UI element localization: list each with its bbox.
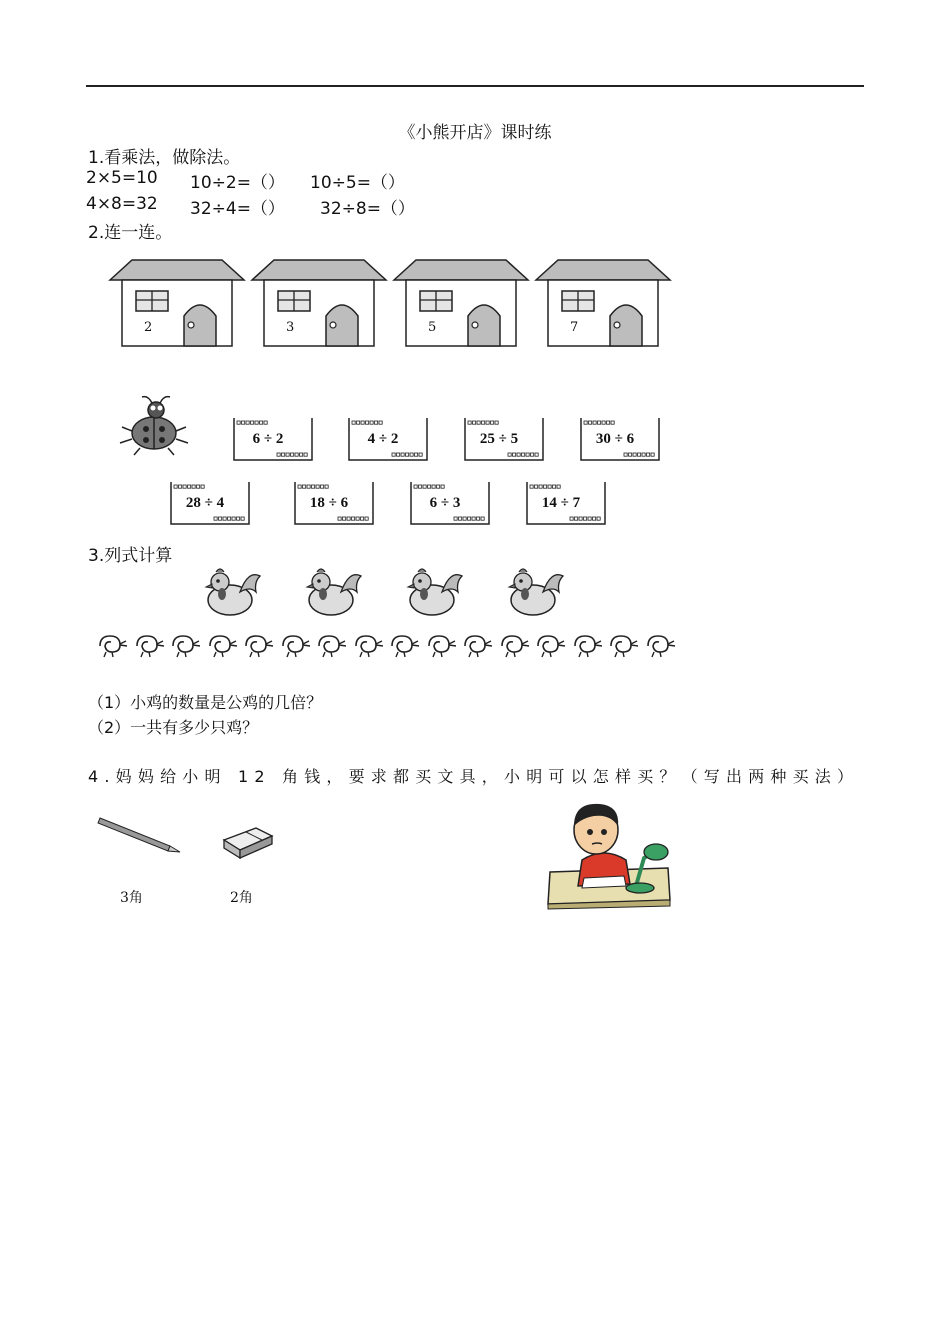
chick-icon: [425, 632, 459, 658]
division-label: 14 ÷ 7: [541, 495, 581, 511]
q3-sub2: （2）一共有多少只鸡？: [88, 718, 259, 737]
house-icon: [250, 258, 390, 353]
pencil-icon: [96, 812, 182, 856]
chick-icon: [315, 632, 349, 658]
chick-icon: [607, 632, 641, 658]
house-number: 5: [428, 320, 437, 335]
chick-icon: [279, 632, 313, 658]
q3-sub1: （1）小鸡的数量是公鸡的几倍？: [88, 693, 323, 712]
chick-icon: [461, 632, 495, 658]
chick-icon: [242, 632, 276, 658]
chick-icon: [571, 632, 605, 658]
division-label: 6 ÷ 2: [252, 431, 284, 447]
q1-r1-c1: 2×5=10: [86, 168, 158, 188]
house: [108, 258, 248, 353]
division-card: [233, 418, 313, 462]
house: [534, 258, 674, 353]
division-card: [410, 482, 490, 526]
chick-icon: [133, 632, 167, 658]
house-number: 3: [286, 320, 295, 335]
pencil-price: 3角: [120, 890, 143, 906]
house: [392, 258, 532, 353]
q1-r2-c3: 32÷8=（）: [320, 199, 415, 219]
eraser-icon: [218, 820, 278, 864]
division-card: [170, 482, 250, 526]
division-card: [526, 482, 606, 526]
hen-icon: [507, 566, 567, 618]
chick-icon: [644, 632, 678, 658]
division-label: 25 ÷ 5: [479, 431, 519, 447]
q1-r1-c2: 10÷2=（）: [190, 173, 285, 193]
q4-heading: 4.妈妈给小明 12 角钱，要求都买文具，小明可以怎样买？（写出两种买法）: [88, 767, 860, 786]
division-label: 4 ÷ 2: [367, 431, 399, 447]
page-title: 《小熊开店》课时练: [398, 123, 552, 143]
house: [250, 258, 390, 353]
division-label: 30 ÷ 6: [595, 431, 635, 447]
chick-icon: [534, 632, 568, 658]
q1-r2-c1: 4×8=32: [86, 194, 158, 214]
q2-heading: 2.连一连。: [88, 223, 173, 243]
chick-icon: [206, 632, 240, 658]
q3-heading: 3.列式计算: [88, 546, 173, 566]
hen-icon: [305, 566, 365, 618]
house-icon: [392, 258, 532, 353]
division-card: [294, 482, 374, 526]
house-icon: [108, 258, 248, 353]
chick-icon: [96, 632, 130, 658]
chick-icon: [388, 632, 422, 658]
division-card: [464, 418, 544, 462]
division-card: [348, 418, 428, 462]
hen-icon: [204, 566, 264, 618]
chick-icon: [169, 632, 203, 658]
chick-icon: [352, 632, 386, 658]
house-number: 7: [570, 320, 579, 335]
header-rule: [86, 85, 864, 87]
eraser-price: 2角: [230, 890, 253, 906]
ladybug-icon: [112, 393, 192, 459]
q1-r2-c2: 32÷4=（）: [190, 199, 285, 219]
division-label: 28 ÷ 4: [185, 495, 225, 511]
chick-icon: [498, 632, 532, 658]
house-icon: [534, 258, 674, 353]
division-label: 18 ÷ 6: [309, 495, 349, 511]
q1-heading: 1.看乘法，做除法。: [88, 148, 241, 168]
q1-r1-c3: 10÷5=（）: [310, 173, 405, 193]
boy-studying-icon: [544, 796, 674, 910]
division-label: 6 ÷ 3: [429, 495, 461, 511]
house-number: 2: [144, 320, 153, 335]
division-card: [580, 418, 660, 462]
hen-icon: [406, 566, 466, 618]
